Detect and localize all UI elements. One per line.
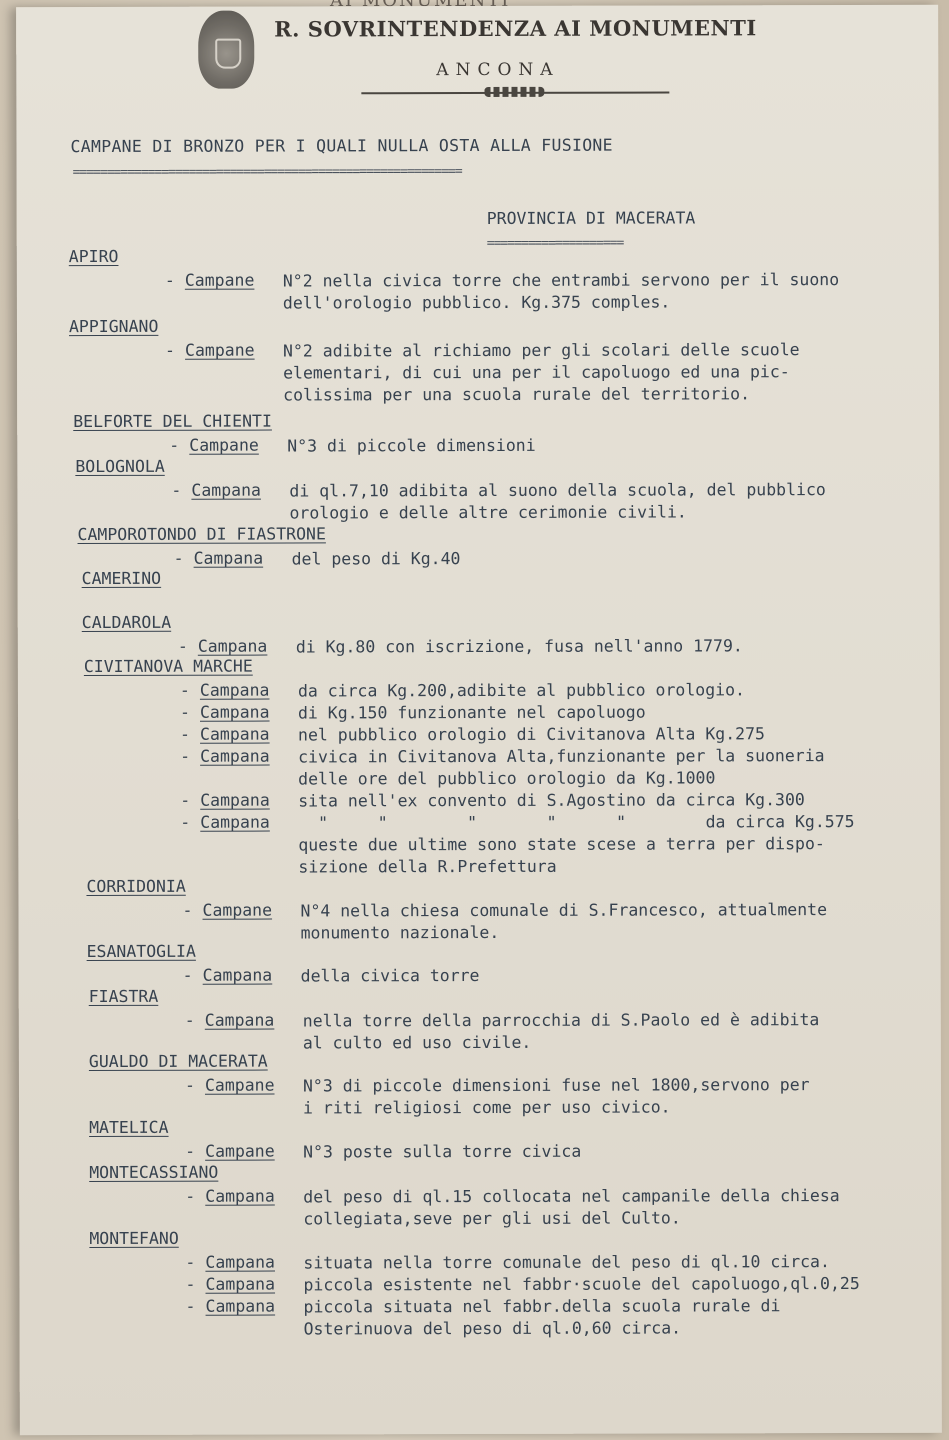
town-name: CAMPOROTONDO DI FIASTRONE [77, 524, 326, 545]
bell-description: della civica torre [300, 965, 480, 986]
bell-description: di Kg.150 funzionante nel capoluogo [297, 702, 646, 723]
town-name: BOLOGNOLA [75, 456, 165, 477]
province-rule: ==================== [486, 235, 624, 251]
entry-dash: - [180, 746, 191, 766]
bell-description: N°3 di piccole dimensioni [287, 435, 536, 456]
bell-type: Campana [200, 746, 270, 766]
bell-type: Campana [191, 480, 261, 500]
bell-type: Campana [204, 1010, 275, 1030]
entry-dash: - [164, 270, 175, 290]
town-name: MATELICA [89, 1117, 169, 1138]
entry-dash: - [180, 812, 191, 832]
entry-dash: - [180, 790, 191, 810]
bell-type: Campane [205, 1141, 275, 1161]
entry-dash: - [177, 636, 188, 656]
bell-entry [171, 479, 931, 525]
bell-type: Campana [199, 680, 270, 700]
heading-rule: ========================================================= [72, 164, 462, 181]
town-name: GUALDO DI MACERATA [88, 1051, 268, 1072]
letterhead-ornament [484, 87, 544, 97]
town-name: BELFORTE DEL CHIENTI [73, 411, 272, 432]
town-name: APIRO [68, 246, 119, 267]
bell-entry [169, 434, 929, 458]
entry-dash: - [185, 1252, 196, 1272]
bell-entry [186, 1295, 942, 1341]
bell-entry [180, 723, 940, 747]
bell-entry [165, 339, 925, 407]
bell-type: Campane [185, 340, 255, 360]
bell-description: N°3 di piccole dimensioni fuse nel 1800,servono per i riti religiosi come per uso civico. [302, 1075, 810, 1118]
bell-entry [178, 635, 938, 659]
entry-dash: - [184, 1075, 195, 1095]
bell-entry [180, 811, 940, 879]
entry-dash: - [185, 1274, 196, 1294]
entry-dash: - [165, 340, 175, 360]
bell-description: civica in Civitanova Alta,funzionante per la suoneria delle ore del pubblico orologio da Kg.1000 [298, 746, 825, 789]
town-name: FIASTRA [88, 986, 159, 1007]
bell-description: del peso di ql.15 collocata nel campanile della chiesa collegiata,seve per gli usi del Culto. [303, 1186, 840, 1229]
institution-city: ANCONA [436, 59, 560, 81]
town-name: MONTECASSIANO [89, 1162, 219, 1183]
bell-entry [182, 899, 941, 945]
bell-description: del peso di Kg.40 [291, 549, 461, 569]
entry-dash: - [184, 1010, 195, 1030]
entry-dash: - [179, 702, 190, 722]
bell-type: Campana [193, 548, 264, 568]
entry-dash: - [179, 680, 190, 700]
bell-description: N°3 poste sulla torre civica [303, 1141, 582, 1162]
entry-dash: - [180, 724, 190, 744]
bell-entry [185, 1009, 942, 1055]
bell-entry [180, 701, 940, 725]
town-name: MONTEFANO [89, 1228, 179, 1249]
bell-description: piccola situata nel fabbr.della scuola rurale di Osterinuova del peso di ql.0,60 circa. [303, 1296, 781, 1339]
bell-description: " " " " " da circa Kg.575 queste due ultime sono state scese a terra per dispo- sizione della R.Prefettura [298, 812, 855, 877]
bell-entry [185, 1140, 942, 1164]
entry-dash: - [169, 435, 180, 455]
entry-dash: - [182, 900, 193, 920]
bell-type: Campana [205, 1186, 275, 1206]
entry-dash: - [185, 1141, 196, 1161]
entry-dash: - [173, 548, 184, 568]
bell-type: Campana [197, 636, 268, 656]
document-page [16, 5, 942, 1435]
town-name: ESANATOGLIA [86, 941, 196, 962]
town-name: CAMERINO [81, 568, 162, 589]
province-title: PROVINCIA DI MACERATA [486, 208, 696, 228]
bell-entry [180, 789, 940, 813]
entry-dash: - [185, 1186, 196, 1206]
bell-entry [180, 679, 940, 703]
bell-description: piccola esistente nel fabbr·scuole del capoluogo,ql.0,25 [303, 1274, 860, 1295]
entry-dash: - [182, 965, 193, 985]
bell-type: Campane [189, 435, 259, 455]
bell-type: Campana [202, 965, 273, 985]
town-name: CIVITANOVA MARCHE [83, 656, 253, 677]
town-name: CORRIDONIA [86, 876, 186, 897]
bell-type: Campana [205, 1252, 275, 1272]
bell-type: Campana [200, 812, 270, 832]
bell-type: Campana [199, 702, 270, 722]
bell-type: Campane [202, 900, 273, 920]
bell-entry [185, 1273, 941, 1297]
bell-description: nel pubblico orologio di Civitanova Alta Kg.275 [298, 724, 765, 745]
bell-type: Campana [200, 724, 270, 744]
bell-type: Campane [184, 270, 255, 290]
bell-description: N°2 adibite al richiamo per gli scolari delle scuole elementari, di cui una per il capoluogo ed una pic- colissima per una scuola rurale del territorio. [283, 340, 800, 405]
bell-description: N°2 nella civica torre che entrambi servono per il suono dell'orologio pubblico. Kg.375 comples. [282, 270, 840, 313]
bell-type: Campane [204, 1075, 275, 1095]
bell-type: Campana [200, 790, 270, 810]
bell-description: N°4 nella chiesa comunale di S.Francesco, attualmente monumento nazionale. [300, 900, 828, 943]
bell-entry [180, 745, 940, 791]
bell-entry [185, 1074, 942, 1120]
bell-description: di ql.7,10 adibita al suono della scuola, del pubblico orologio e delle altre cerimonie civili. [289, 480, 826, 523]
bell-description: da circa Kg.200,adibite al pubblico orologio. [297, 680, 745, 701]
bell-description: sita nell'ex convento di S.Agostino da circa Kg.300 [298, 790, 805, 811]
bell-type: Campana [205, 1274, 276, 1294]
entry-dash: - [185, 1296, 196, 1316]
entry-dash: - [171, 480, 182, 500]
bell-description: situata nella torre comunale del peso di ql.10 circa. [303, 1252, 830, 1273]
document-heading: CAMPANE DI BRONZO PER I QUALI NULLA OSTA ALLA FUSIONE [70, 135, 613, 157]
bell-description: nella torre della parrocchia di S.Paolo ed è adibita al culto ed uso civile. [302, 1010, 820, 1053]
bell-entry [185, 1185, 942, 1231]
bell-entry [183, 964, 942, 988]
institution-name: R. SOVRINTENDENZA AI MONUMENTI [274, 15, 757, 42]
coat-of-arms-seal [198, 11, 254, 89]
town-name: CALDAROLA [81, 612, 172, 633]
bell-description: di Kg.80 con iscrizione, fusa nell'anno 1779. [295, 636, 743, 657]
bell-entry [165, 269, 925, 315]
bell-entry [185, 1251, 941, 1275]
bell-type: Campana [205, 1296, 276, 1316]
town-name: APPIGNANO [68, 316, 159, 337]
bell-entry [174, 547, 934, 571]
